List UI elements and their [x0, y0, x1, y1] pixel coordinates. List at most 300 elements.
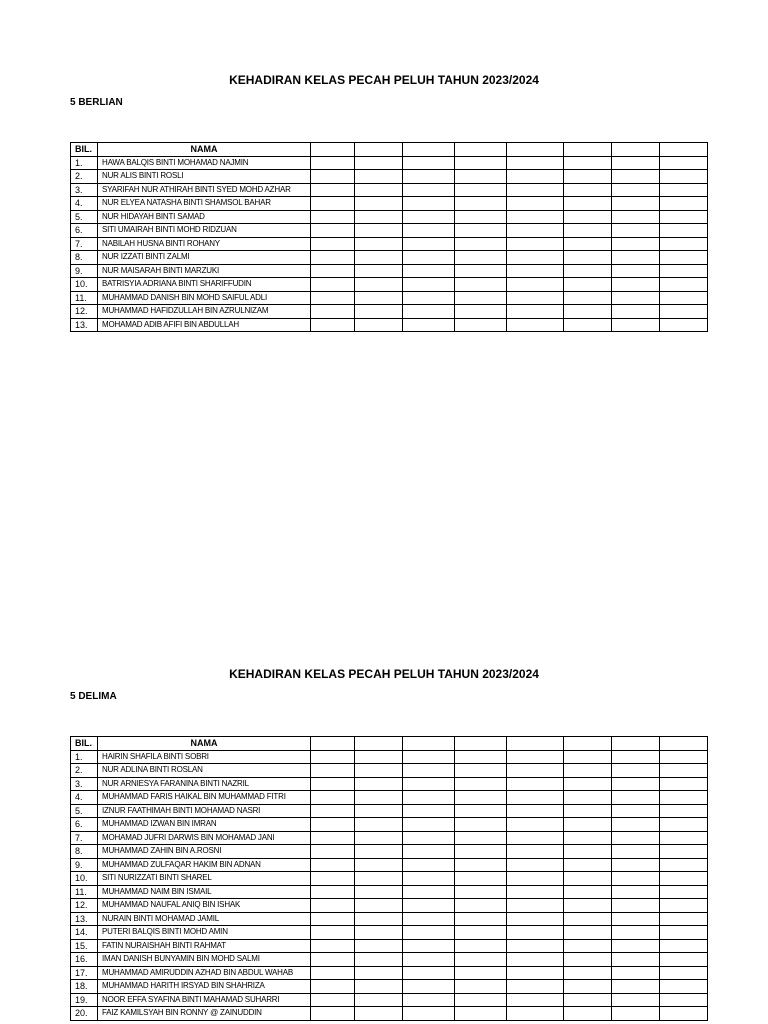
attendance-cell[interactable] [455, 210, 507, 224]
attendance-cell[interactable] [455, 953, 507, 967]
attendance-cell[interactable] [564, 777, 612, 791]
attendance-cell[interactable] [612, 224, 660, 238]
attendance-cell[interactable] [311, 318, 355, 332]
attendance-cell[interactable] [507, 966, 564, 980]
attendance-cell[interactable] [403, 912, 455, 926]
table-row [71, 953, 708, 967]
attendance-cell[interactable] [355, 170, 403, 184]
attendance-cell[interactable] [507, 804, 564, 818]
attendance-cell[interactable] [564, 791, 612, 805]
attendance-cell[interactable] [355, 845, 403, 859]
attendance-cell[interactable] [564, 804, 612, 818]
attendance-cell[interactable] [660, 170, 708, 184]
attendance-cell[interactable] [612, 197, 660, 211]
table-row [71, 264, 708, 278]
attendance-cell[interactable] [564, 845, 612, 859]
attendance-cell[interactable] [403, 291, 455, 305]
attendance-cell[interactable] [564, 953, 612, 967]
attendance-cell[interactable] [355, 912, 403, 926]
attendance-cell[interactable] [507, 939, 564, 953]
attendance-cell[interactable] [660, 156, 708, 170]
attendance-cell[interactable] [455, 791, 507, 805]
attendance-cell[interactable] [403, 777, 455, 791]
attendance-cell[interactable] [564, 750, 612, 764]
row-number: 8. [71, 251, 98, 265]
attendance-cell[interactable] [355, 197, 403, 211]
attendance-cell[interactable] [403, 966, 455, 980]
attendance-cell[interactable] [311, 899, 355, 913]
attendance-cell[interactable] [507, 156, 564, 170]
attendance-cell[interactable] [507, 831, 564, 845]
attendance-cell[interactable] [455, 224, 507, 238]
attendance-cell[interactable] [311, 278, 355, 292]
student-name: MUHAMMAD NAIM BIN ISMAIL [98, 885, 311, 899]
attendance-cell[interactable] [612, 791, 660, 805]
attendance-cell[interactable] [355, 966, 403, 980]
attendance-cell[interactable] [564, 980, 612, 994]
attendance-cell[interactable] [311, 251, 355, 265]
attendance-cell[interactable] [311, 777, 355, 791]
attendance-cell[interactable] [660, 183, 708, 197]
attendance-cell[interactable] [612, 210, 660, 224]
table-header-row [71, 737, 708, 751]
attendance-cell[interactable] [403, 750, 455, 764]
attendance-cell[interactable] [660, 305, 708, 319]
attendance-cell[interactable] [455, 831, 507, 845]
attendance-cell[interactable] [564, 197, 612, 211]
table-row [71, 818, 708, 832]
attendance-cell[interactable] [507, 278, 564, 292]
attendance-cell[interactable] [660, 872, 708, 886]
attendance-cell[interactable] [355, 804, 403, 818]
attendance-cell[interactable] [355, 953, 403, 967]
table-row [71, 885, 708, 899]
attendance-cell[interactable] [507, 264, 564, 278]
attendance-cell[interactable] [660, 939, 708, 953]
row-number: 7. [71, 237, 98, 251]
attendance-cell[interactable] [455, 318, 507, 332]
student-name: HAWA BALQIS BINTI MOHAMAD NAJMIN [98, 156, 311, 170]
student-name: NUR HIDAYAH BINTI SAMAD [98, 210, 311, 224]
attendance-cell[interactable] [660, 237, 708, 251]
attendance-cell[interactable] [355, 926, 403, 940]
row-number: 9. [71, 264, 98, 278]
attendance-cell[interactable] [311, 764, 355, 778]
attendance-cell[interactable] [311, 818, 355, 832]
attendance-cell[interactable] [355, 318, 403, 332]
attendance-cell[interactable] [355, 858, 403, 872]
attendance-cell[interactable] [507, 777, 564, 791]
attendance-cell[interactable] [660, 831, 708, 845]
attendance-cell[interactable] [564, 210, 612, 224]
attendance-cell[interactable] [612, 278, 660, 292]
attendance-cell[interactable] [311, 1007, 355, 1021]
attendance-cell[interactable] [355, 183, 403, 197]
attendance-cell[interactable] [455, 966, 507, 980]
attendance-cell[interactable] [311, 831, 355, 845]
attendance-cell[interactable] [355, 251, 403, 265]
attendance-cell[interactable] [403, 899, 455, 913]
student-name: MUHAMMAD ZAHIN BIN A.ROSNI [98, 845, 311, 859]
attendance-cell[interactable] [660, 318, 708, 332]
attendance-cell[interactable] [507, 224, 564, 238]
attendance-cell[interactable] [660, 980, 708, 994]
attendance-cell[interactable] [455, 777, 507, 791]
student-name: NUR ARNIESYA FARANINA BINTI NAZRIL [98, 777, 311, 791]
attendance-cell[interactable] [564, 899, 612, 913]
attendance-cell[interactable] [455, 291, 507, 305]
attendance-cell[interactable] [455, 278, 507, 292]
attendance-cell[interactable] [455, 764, 507, 778]
attendance-cell[interactable] [507, 170, 564, 184]
attendance-cell[interactable] [311, 912, 355, 926]
attendance-cell[interactable] [507, 791, 564, 805]
attendance-cell[interactable] [660, 1007, 708, 1021]
attendance-column-header [660, 737, 708, 751]
attendance-cell[interactable] [403, 993, 455, 1007]
attendance-cell[interactable] [507, 885, 564, 899]
attendance-cell[interactable] [612, 264, 660, 278]
attendance-cell[interactable] [355, 872, 403, 886]
attendance-cell[interactable] [660, 197, 708, 211]
attendance-cell[interactable] [507, 305, 564, 319]
attendance-cell[interactable] [403, 224, 455, 238]
attendance-cell[interactable] [403, 1007, 455, 1021]
attendance-cell[interactable] [311, 183, 355, 197]
attendance-cell[interactable] [660, 251, 708, 265]
attendance-cell[interactable] [403, 264, 455, 278]
attendance-cell[interactable] [507, 980, 564, 994]
attendance-cell[interactable] [612, 804, 660, 818]
attendance-cell[interactable] [311, 237, 355, 251]
attendance-cell[interactable] [311, 156, 355, 170]
attendance-cell[interactable] [564, 831, 612, 845]
attendance-cell[interactable] [612, 156, 660, 170]
attendance-cell[interactable] [403, 845, 455, 859]
attendance-cell[interactable] [311, 170, 355, 184]
attendance-cell[interactable] [355, 939, 403, 953]
attendance-cell[interactable] [403, 318, 455, 332]
attendance-cell[interactable] [564, 224, 612, 238]
table-row [71, 845, 708, 859]
attendance-column-header [403, 737, 455, 751]
attendance-cell[interactable] [455, 305, 507, 319]
attendance-cell[interactable] [612, 251, 660, 265]
row-number: 12. [71, 899, 98, 913]
attendance-cell[interactable] [355, 764, 403, 778]
attendance-cell[interactable] [564, 318, 612, 332]
attendance-cell[interactable] [403, 818, 455, 832]
attendance-cell[interactable] [455, 939, 507, 953]
attendance-cell[interactable] [660, 291, 708, 305]
attendance-cell[interactable] [311, 845, 355, 859]
attendance-cell[interactable] [455, 885, 507, 899]
attendance-cell[interactable] [403, 156, 455, 170]
attendance-cell[interactable] [612, 777, 660, 791]
table-row [71, 750, 708, 764]
attendance-cell[interactable] [403, 183, 455, 197]
attendance-cell[interactable] [612, 953, 660, 967]
attendance-cell[interactable] [564, 885, 612, 899]
attendance-cell[interactable] [507, 872, 564, 886]
attendance-cell[interactable] [507, 764, 564, 778]
attendance-cell[interactable] [507, 251, 564, 265]
attendance-cell[interactable] [564, 966, 612, 980]
attendance-cell[interactable] [355, 237, 403, 251]
attendance-cell[interactable] [355, 156, 403, 170]
attendance-cell[interactable] [612, 885, 660, 899]
attendance-cell[interactable] [311, 264, 355, 278]
attendance-cell[interactable] [660, 777, 708, 791]
attendance-cell[interactable] [403, 791, 455, 805]
attendance-cell[interactable] [612, 966, 660, 980]
attendance-cell[interactable] [355, 980, 403, 994]
attendance-cell[interactable] [403, 953, 455, 967]
table-row [71, 899, 708, 913]
attendance-cell[interactable] [455, 170, 507, 184]
attendance-cell[interactable] [660, 966, 708, 980]
attendance-cell[interactable] [311, 953, 355, 967]
attendance-cell[interactable] [311, 804, 355, 818]
attendance-cell[interactable] [403, 939, 455, 953]
attendance-cell[interactable] [612, 831, 660, 845]
attendance-cell[interactable] [612, 237, 660, 251]
attendance-cell[interactable] [507, 899, 564, 913]
attendance-cell[interactable] [403, 170, 455, 184]
attendance-cell[interactable] [612, 318, 660, 332]
table-row [71, 197, 708, 211]
attendance-cell[interactable] [403, 804, 455, 818]
attendance-cell[interactable] [660, 953, 708, 967]
attendance-cell[interactable] [403, 764, 455, 778]
attendance-cell[interactable] [507, 926, 564, 940]
row-number: 8. [71, 845, 98, 859]
attendance-cell[interactable] [660, 912, 708, 926]
attendance-cell[interactable] [660, 845, 708, 859]
attendance-cell[interactable] [403, 858, 455, 872]
attendance-cell[interactable] [660, 885, 708, 899]
attendance-column-header [564, 143, 612, 157]
attendance-cell[interactable] [564, 912, 612, 926]
attendance-cell[interactable] [612, 939, 660, 953]
attendance-cell[interactable] [403, 926, 455, 940]
attendance-cell[interactable] [660, 818, 708, 832]
attendance-cell[interactable] [355, 291, 403, 305]
attendance-cell[interactable] [660, 804, 708, 818]
attendance-cell[interactable] [403, 831, 455, 845]
attendance-cell[interactable] [507, 912, 564, 926]
attendance-cell[interactable] [612, 899, 660, 913]
attendance-cell[interactable] [311, 858, 355, 872]
attendance-cell[interactable] [564, 278, 612, 292]
attendance-cell[interactable] [564, 305, 612, 319]
attendance-cell[interactable] [564, 251, 612, 265]
attendance-cell[interactable] [403, 210, 455, 224]
attendance-cell[interactable] [311, 980, 355, 994]
attendance-cell[interactable] [507, 953, 564, 967]
attendance-cell[interactable] [355, 264, 403, 278]
attendance-cell[interactable] [564, 858, 612, 872]
attendance-cell[interactable] [355, 885, 403, 899]
attendance-cell[interactable] [612, 183, 660, 197]
attendance-cell[interactable] [507, 237, 564, 251]
attendance-cell[interactable] [355, 993, 403, 1007]
attendance-cell[interactable] [564, 237, 612, 251]
row-number: 11. [71, 291, 98, 305]
attendance-cell[interactable] [660, 750, 708, 764]
attendance-cell[interactable] [455, 183, 507, 197]
attendance-cell[interactable] [507, 818, 564, 832]
attendance-cell[interactable] [660, 764, 708, 778]
student-name: NABILAH HUSNA BINTI ROHANY [98, 237, 311, 251]
attendance-cell[interactable] [403, 305, 455, 319]
attendance-cell[interactable] [612, 1007, 660, 1021]
attendance-cell[interactable] [612, 305, 660, 319]
attendance-cell[interactable] [612, 764, 660, 778]
attendance-cell[interactable] [355, 818, 403, 832]
attendance-cell[interactable] [612, 993, 660, 1007]
attendance-cell[interactable] [355, 224, 403, 238]
attendance-cell[interactable] [455, 872, 507, 886]
attendance-cell[interactable] [612, 872, 660, 886]
attendance-cell[interactable] [311, 210, 355, 224]
attendance-cell[interactable] [403, 251, 455, 265]
attendance-cell[interactable] [455, 804, 507, 818]
attendance-cell[interactable] [311, 872, 355, 886]
attendance-cell[interactable] [507, 183, 564, 197]
attendance-cell[interactable] [564, 926, 612, 940]
attendance-cell[interactable] [355, 899, 403, 913]
attendance-cell[interactable] [660, 224, 708, 238]
attendance-cell[interactable] [455, 1007, 507, 1021]
attendance-cell[interactable] [507, 858, 564, 872]
attendance-cell[interactable] [455, 237, 507, 251]
table-row [71, 237, 708, 251]
attendance-cell[interactable] [564, 764, 612, 778]
attendance-cell[interactable] [660, 858, 708, 872]
attendance-cell[interactable] [311, 926, 355, 940]
attendance-cell[interactable] [311, 305, 355, 319]
attendance-cell[interactable] [507, 845, 564, 859]
attendance-cell[interactable] [455, 993, 507, 1007]
attendance-cell[interactable] [612, 170, 660, 184]
attendance-cell[interactable] [507, 291, 564, 305]
attendance-cell[interactable] [455, 818, 507, 832]
nama-column-header: NAMA [98, 737, 311, 751]
attendance-cell[interactable] [612, 845, 660, 859]
attendance-cell[interactable] [564, 1007, 612, 1021]
attendance-cell[interactable] [355, 831, 403, 845]
attendance-cell[interactable] [455, 251, 507, 265]
attendance-cell[interactable] [311, 939, 355, 953]
attendance-cell[interactable] [311, 993, 355, 1007]
attendance-cell[interactable] [660, 210, 708, 224]
attendance-cell[interactable] [660, 791, 708, 805]
attendance-cell[interactable] [355, 278, 403, 292]
attendance-cell[interactable] [660, 278, 708, 292]
attendance-cell[interactable] [311, 885, 355, 899]
attendance-cell[interactable] [507, 750, 564, 764]
attendance-cell[interactable] [564, 993, 612, 1007]
attendance-cell[interactable] [355, 750, 403, 764]
attendance-cell[interactable] [455, 750, 507, 764]
attendance-cell[interactable] [403, 980, 455, 994]
attendance-cell[interactable] [564, 170, 612, 184]
attendance-cell[interactable] [311, 291, 355, 305]
attendance-cell[interactable] [355, 791, 403, 805]
attendance-cell[interactable] [455, 926, 507, 940]
attendance-cell[interactable] [564, 183, 612, 197]
attendance-cell[interactable] [660, 993, 708, 1007]
attendance-cell[interactable] [612, 912, 660, 926]
attendance-column-header [455, 143, 507, 157]
attendance-cell[interactable] [507, 1007, 564, 1021]
attendance-cell[interactable] [311, 750, 355, 764]
student-name: NUR ALIS BINTI ROSLI [98, 170, 311, 184]
attendance-cell[interactable] [660, 264, 708, 278]
attendance-cell[interactable] [311, 791, 355, 805]
attendance-cell[interactable] [564, 939, 612, 953]
attendance-cell[interactable] [355, 210, 403, 224]
attendance-cell[interactable] [612, 980, 660, 994]
attendance-cell[interactable] [403, 197, 455, 211]
attendance-cell[interactable] [403, 872, 455, 886]
attendance-cell[interactable] [455, 912, 507, 926]
attendance-cell[interactable] [507, 197, 564, 211]
attendance-cell[interactable] [612, 750, 660, 764]
attendance-cell[interactable] [612, 926, 660, 940]
attendance-cell[interactable] [564, 264, 612, 278]
attendance-cell[interactable] [455, 845, 507, 859]
attendance-cell[interactable] [311, 966, 355, 980]
attendance-cell[interactable] [660, 926, 708, 940]
attendance-cell[interactable] [455, 197, 507, 211]
attendance-cell[interactable] [455, 980, 507, 994]
table-row [71, 831, 708, 845]
attendance-cell[interactable] [612, 291, 660, 305]
attendance-cell[interactable] [355, 305, 403, 319]
attendance-cell[interactable] [507, 318, 564, 332]
attendance-cell[interactable] [564, 156, 612, 170]
row-number: 1. [71, 750, 98, 764]
attendance-cell[interactable] [507, 210, 564, 224]
table-row [71, 966, 708, 980]
attendance-cell[interactable] [455, 264, 507, 278]
attendance-cell[interactable] [403, 237, 455, 251]
attendance-cell[interactable] [311, 197, 355, 211]
attendance-cell[interactable] [403, 278, 455, 292]
attendance-cell[interactable] [507, 993, 564, 1007]
table-row [71, 183, 708, 197]
attendance-cell[interactable] [455, 899, 507, 913]
attendance-cell[interactable] [355, 777, 403, 791]
attendance-cell[interactable] [612, 858, 660, 872]
attendance-cell[interactable] [455, 858, 507, 872]
attendance-cell[interactable] [564, 291, 612, 305]
attendance-cell[interactable] [403, 885, 455, 899]
attendance-cell[interactable] [564, 872, 612, 886]
attendance-cell[interactable] [660, 899, 708, 913]
attendance-cell[interactable] [355, 1007, 403, 1021]
attendance-cell[interactable] [455, 156, 507, 170]
table-row [71, 291, 708, 305]
attendance-cell[interactable] [612, 818, 660, 832]
attendance-cell[interactable] [311, 224, 355, 238]
student-name: MUHAMMAD IZWAN BIN IMRAN [98, 818, 311, 832]
attendance-cell[interactable] [564, 818, 612, 832]
row-number: 13. [71, 912, 98, 926]
table-row [71, 170, 708, 184]
